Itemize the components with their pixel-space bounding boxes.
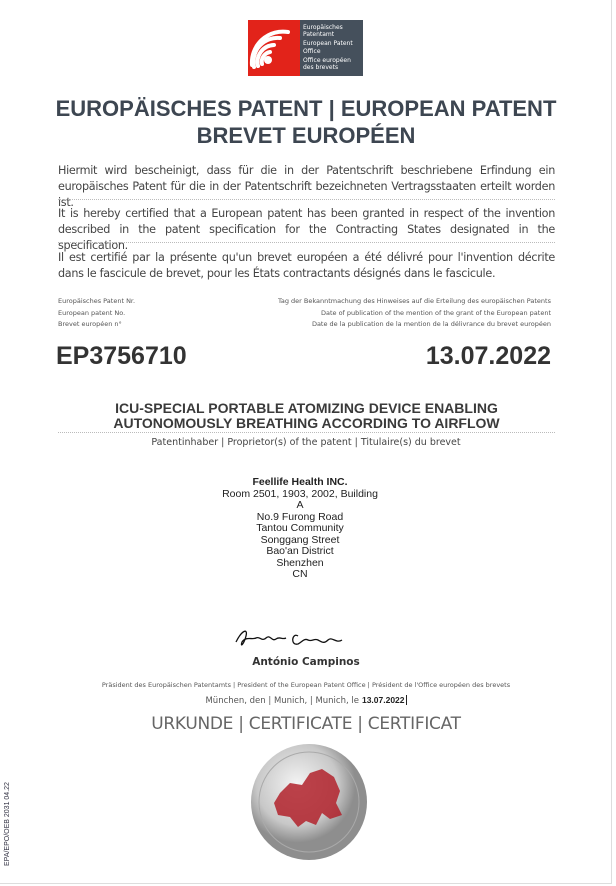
divider bbox=[58, 242, 555, 243]
logo-text-en: European Patent Office bbox=[303, 40, 353, 55]
invention-title-1: ICU-SPECIAL PORTABLE ATOMIZING DEVICE ENABLING bbox=[115, 400, 498, 416]
label: Tag der Bekanntmachung des Hinweises auf die Erteilung des europäischen Patents bbox=[277, 297, 551, 305]
patent-no-labels bbox=[58, 296, 135, 331]
heading-line-2: BREVET EUROPÉEN bbox=[196, 123, 416, 148]
proprietor-label: Patentinhaber | Proprietor(s) of the patent | Titulaire(s) du brevet bbox=[151, 437, 461, 448]
label: Brevet européen n° bbox=[58, 320, 122, 328]
president-name: António Campinos bbox=[252, 656, 360, 668]
divider bbox=[58, 432, 555, 433]
place-date bbox=[0, 695, 612, 706]
address-line: Tantou Community bbox=[256, 522, 344, 534]
logo-text-de: Europäisches Patentamt bbox=[303, 24, 343, 39]
president-title: Präsident des Europäischen Patentamts | President of the European Patent Office | Président de l'Office européen des brevets bbox=[101, 681, 511, 689]
address-line: Bao'an District bbox=[266, 545, 334, 557]
publication-date: 13.07.2022 bbox=[425, 342, 551, 370]
address-line: Shenzhen bbox=[276, 556, 324, 569]
proprietor-name: Feellife Health INC. bbox=[252, 476, 348, 488]
label: Europäisches Patent Nr. bbox=[58, 297, 136, 305]
address-line: No.9 Furong Road bbox=[256, 510, 344, 523]
pub-date-labels bbox=[278, 296, 551, 331]
invention-title-2: AUTONOMOUSLY BREATHING ACCORDING TO AIRFLOW bbox=[113, 415, 500, 431]
address-line: Songgang Street bbox=[260, 533, 340, 546]
epo-logo-mark-icon bbox=[248, 20, 300, 76]
address-line: A bbox=[296, 499, 304, 511]
place-date-label: München, den | Munich, | Munich, le bbox=[205, 696, 359, 706]
signature-image bbox=[232, 622, 352, 656]
patent-number: EP3756710 bbox=[56, 342, 187, 370]
epo-logo bbox=[248, 20, 363, 76]
address-line: Room 2501, 1903, 2002, Building bbox=[222, 487, 378, 500]
logo-text-fr: Office européen des brevets bbox=[303, 56, 351, 72]
place-date-value: 13.07.2022 bbox=[361, 695, 405, 705]
address-line: CN bbox=[292, 568, 308, 580]
form-code: EPA/EPO/OEB 2031 04.22 bbox=[4, 782, 11, 866]
label: Date de la publication de la mention de la délivrance du brevet européen bbox=[311, 320, 551, 328]
certify-de: Hiermit wird bescheinigt, dass für die in der Patentschrift beschriebene Erfindung ein europäisches Patent für die in der Patentschrift bezeichneten Vertragsstaaten erteilt worden ist. bbox=[58, 164, 555, 209]
certificate-heading: URKUNDE | CERTIFICATE | CERTIFICAT bbox=[151, 714, 461, 734]
europe-seal-icon bbox=[250, 743, 368, 861]
certify-en: It is hereby certified that a European patent has been granted in respect of the invention described in the patent specification for the Contracting States designated in the specification. bbox=[58, 207, 555, 252]
label: European patent No. bbox=[58, 308, 126, 317]
divider bbox=[58, 199, 555, 200]
proprietor-address bbox=[200, 477, 400, 581]
label: Date of publication of the mention of the grant of the European patent bbox=[320, 308, 551, 317]
heading-line-1: EUROPÄISCHES PATENT | EUROPEAN PATENT bbox=[55, 96, 557, 121]
certify-fr: Il est certifié par la présente qu'un brevet européen a été délivré pour l'invention décrite dans le fascicule de brevet, pour les États contractants désignés dans le fascicule. bbox=[58, 251, 555, 280]
